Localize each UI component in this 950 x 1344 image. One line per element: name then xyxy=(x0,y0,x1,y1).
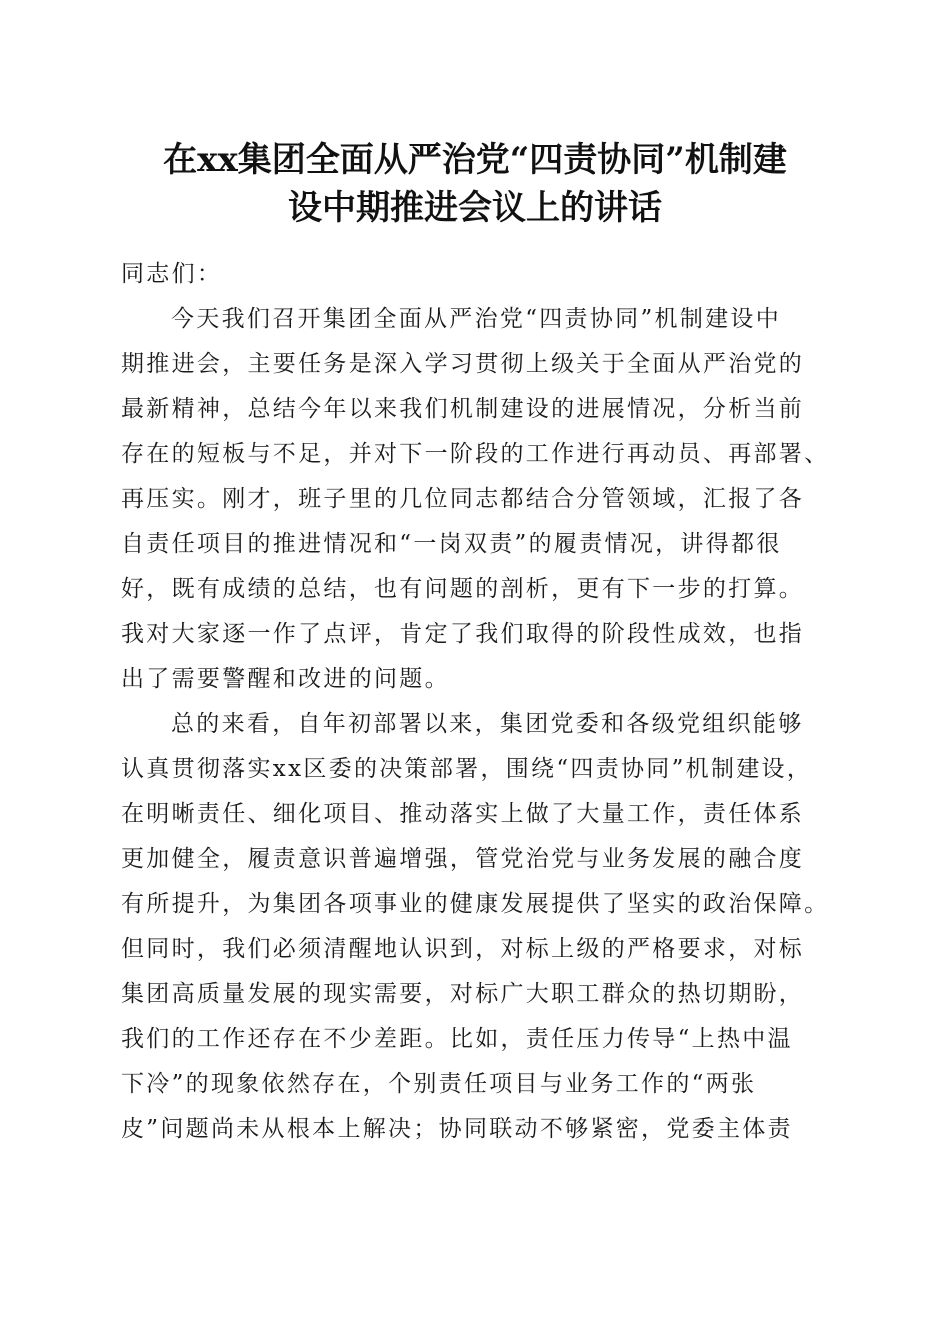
paragraph-line: 自责任项目的推进情况和“一岗双责”的履责情况，讲得都很 xyxy=(121,531,782,557)
paragraph-line: 最新精神，总结今年以来我们机制建设的进展情况，分析当前 xyxy=(121,396,805,422)
paragraph-line: 好，既有成绩的总结，也有问题的剖析，更有下一步的打算。 xyxy=(121,576,805,602)
paragraph-line: 存在的短板与不足，并对下一阶段的工作进行再动员、再部署、 xyxy=(121,441,830,467)
title-line: 在xx集团全面从严治党“四责协同”机制建 xyxy=(163,140,787,180)
title-line: 设中期推进会议上的讲话 xyxy=(288,188,662,228)
paragraph-line: 期推进会，主要任务是深入学习贯彻上级关于全面从严治党的 xyxy=(121,351,805,377)
paragraph-line: 我对大家逐一作了点评，肯定了我们取得的阶段性成效，也指 xyxy=(121,621,805,647)
paragraph-line: 但同时，我们必须清醒地认识到，对标上级的严格要求，对标 xyxy=(121,936,805,962)
paragraph-line: 集团高质量发展的现实需要，对标广大职工群众的热切期盼， xyxy=(121,981,805,1007)
paragraph-line: 更加健全，履责意识普遍增强，管党治党与业务发展的融合度 xyxy=(121,846,805,872)
document-body xyxy=(121,252,836,1152)
paragraph-line: 总的来看，自年初部署以来，集团党委和各级党组织能够 xyxy=(171,711,804,737)
paragraph-line: 皮”问题尚未从根本上解决；协同联动不够紧密，党委主体责 xyxy=(121,1116,793,1142)
document-title xyxy=(100,136,850,232)
salutation: 同志们： xyxy=(121,261,223,287)
paragraph-line: 下冷”的现象依然存在，个别责任项目与业务工作的“两张 xyxy=(121,1071,757,1097)
paragraph-line: 有所提升，为集团各项事业的健康发展提供了坚实的政治保障。 xyxy=(121,891,830,917)
paragraph-line: 今天我们召开集团全面从严治党“四责协同”机制建设中 xyxy=(171,306,782,332)
paragraph-line: 在明晰责任、细化项目、推动落实上做了大量工作，责任体系 xyxy=(121,801,805,827)
paragraph-line: 出了需要警醒和改进的问题。 xyxy=(121,666,450,692)
paragraph-line: 我们的工作还存在不少差距。比如，责任压力传导“上热中温 xyxy=(121,1026,793,1052)
paragraph-line: 认真贯彻落实xx区委的决策部署，围绕“四责协同”机制建设， xyxy=(121,756,813,782)
paragraph-line: 再压实。刚才，班子里的几位同志都结合分管领域，汇报了各 xyxy=(121,486,805,512)
